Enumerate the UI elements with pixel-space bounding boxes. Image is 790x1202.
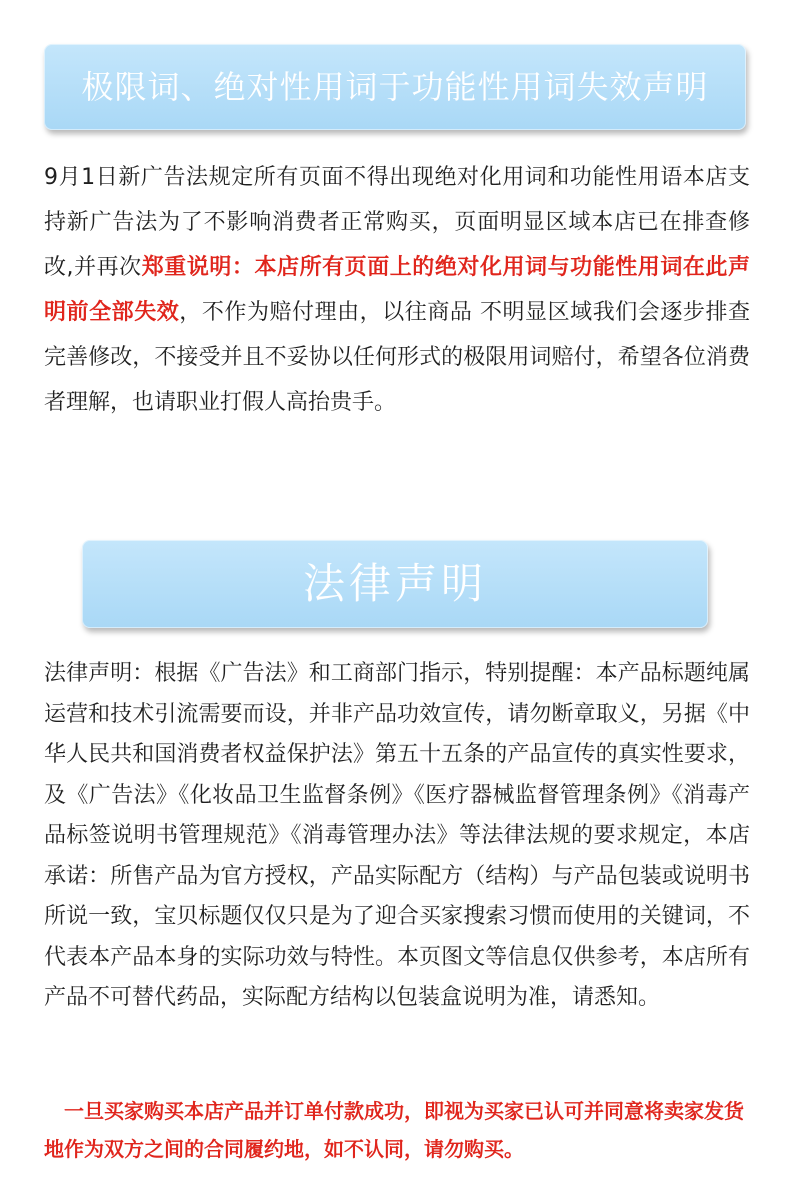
section-1-highlight: 郑重说明：本店所有页面上的绝对化用词与功能性用词在此声明前全部失效 — [44, 255, 750, 325]
section-2-title-banner — [82, 540, 708, 628]
section-2-body: 法律声明：根据《广告法》和工商部门指示，特别提醒：本产品标题纯属运营和技术引流需要而设，并非产品功效宣传，请勿断章取义，另据《中华人民共和国消费者权益保护法》第五十五条的产品宣传的真实性要求，及《广告法》《化妆品卫生监督条例》《医疗器械监督管理条例》《消毒产品标签说明书管理规范》《消毒管理办法》等法律法规的要求规定，本店承诺：所售产品为官方授权，产品实际配方（结构）与产品包装或说明书所说一致，宝贝标题仅仅只是为了迎合买家搜索习惯而使用的关键词，不代表本产品本身的实际功效与特性。本页图文等信息仅供参考，本店所有产品不可替代药品，实际配方结构以包装盒说明为准，请悉知。 — [44, 661, 750, 1010]
section-1-title-banner — [44, 44, 746, 130]
section-1-title: 极限词、绝对性用词于功能性用词失效声明 — [81, 68, 709, 106]
section-1-body — [44, 155, 750, 425]
section-1-body-part-2: ，不作为赔付理由，以往商品 不明显区域我们会逐步排查完善修改，不接受并且不妥协以任何形式的极限用词赔付，希望各位消费者理解，也请职业打假人高抬贵手。 — [44, 300, 750, 415]
section-1-body-part-1: 9月1日新广告法规定所有页面不得出现绝对化用词和功能性用语本店支持新广告法为了不影响消费者正常购买，页面明显区域本店已在排查修改,并再次 — [44, 165, 750, 280]
purchase-notice — [44, 1092, 760, 1168]
purchase-notice-text: 一旦买家购买本店产品并订单付款成功，即视为买家已认可并同意将卖家发货地作为双方之间的合同履约地，如不认同，请勿购买。 — [44, 1099, 744, 1161]
section-2-title: 法律声明 — [302, 559, 487, 608]
